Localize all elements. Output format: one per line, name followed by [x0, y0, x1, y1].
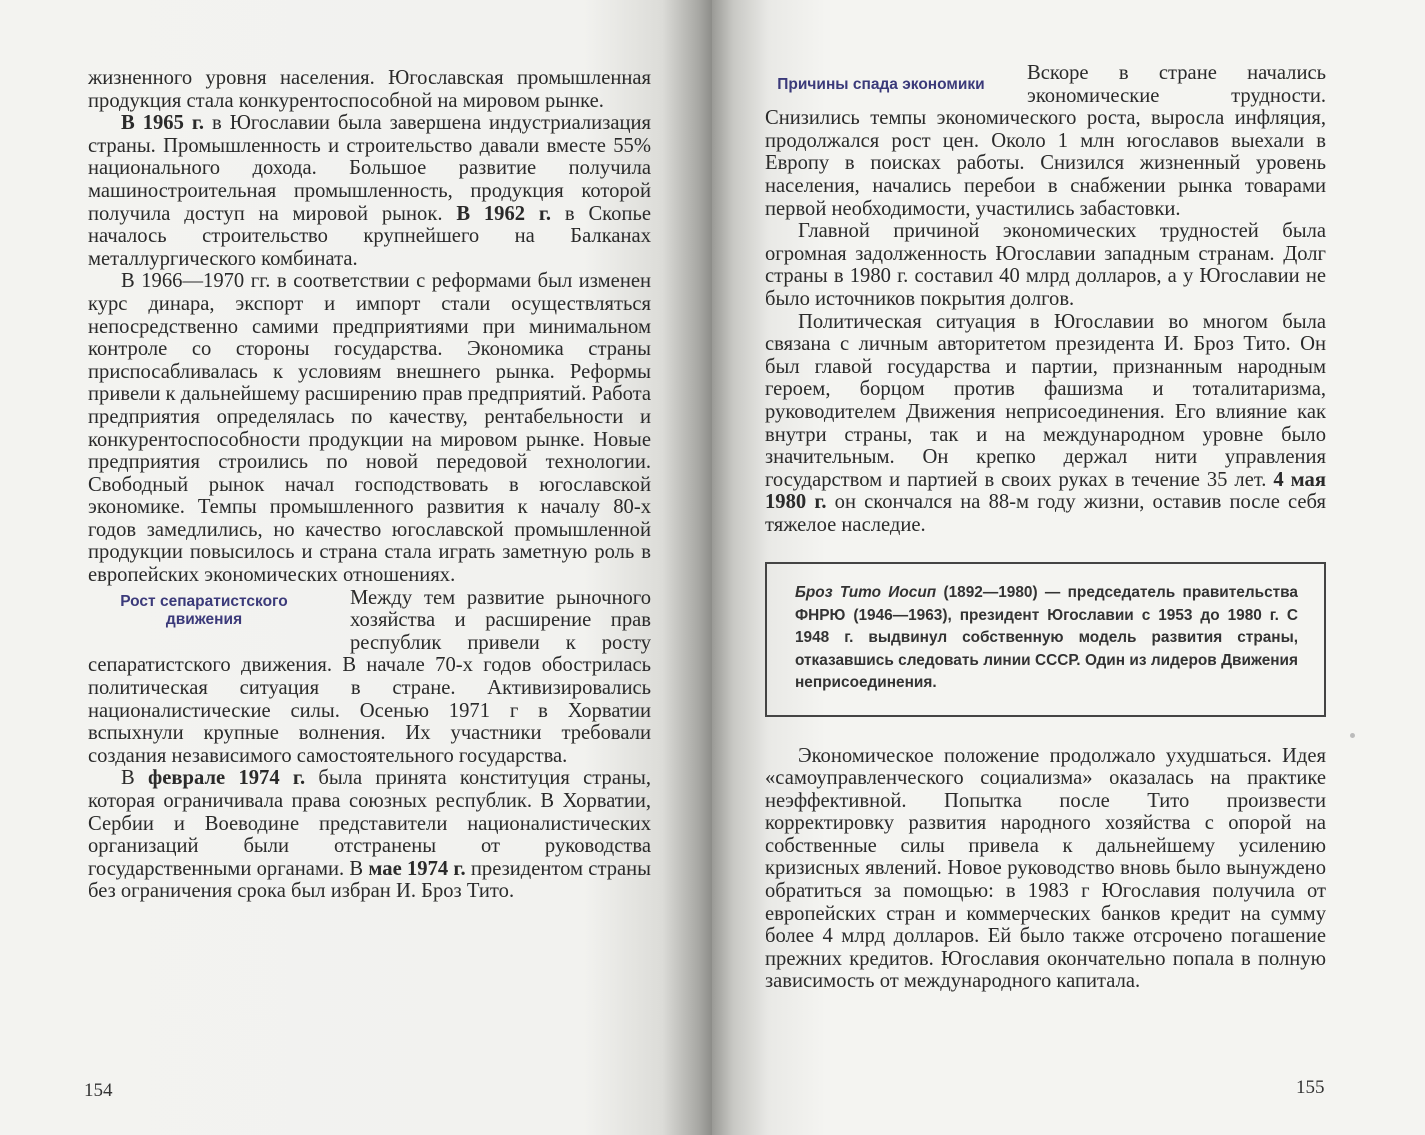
paragraph: Политическая ситуация в Югославии во многом была связана с личным авторитетом президента И. Броз Тито. Он был главой государства и партии, признанным народным героем, борцом против фашизма и тоталитаризма, руководителем Движения неприсоединения. Его влияние как внутри страны, так и на международном уровне было значительным. Он крепко держал нити управления государством и партией в своих руках в течение 35 лет. 4 мая 1980 г. он скончался на 88-м году жизни, оставив после себя тяжелое наследие. [765, 310, 1326, 536]
biography-box [765, 562, 1326, 716]
bold-date: В 1965 г. [121, 112, 205, 135]
paragraph: В 1966—1970 гг. в соответствии с реформами был изменен курс динара, экспорт и импорт стали осуществляться непосредственно самими предприятиями при минимальном контроле со стороны государства. Экономика страны приспосабливалась к условиям внешнего рынка. Реформы привели к дальнейшему расширению прав предприятий. Работа предприятия определялась по качеству, рентабельности и конкурентоспособности продукции на мировом рынке. Новые предприятия строились по новой передовой технологии. Свободный рынок начал господствовать в югославской экономике. Темпы промышленного развития к началу 80-х годов замедлились, но качество югославской промышленной продукции повысилось и страна стала играть заметную роль в европейских экономических отношениях. [88, 270, 651, 587]
page-number-left: 154 [84, 1080, 113, 1101]
paragraph: Главной причиной экономических трудностей была огромная задолженность Югославии западным странам. Долг страны в 1980 г. составил 40 млрд долларов, а у Югославии не было источников покрытия долгов. [765, 220, 1326, 310]
bio-text: (1892—1980) — председатель правительства ФНРЮ (1946—1963), президент Югославии с 1953 до 1980 г. С 1948 г. выдвинул собственную модель развития страны, отказавшись следовать линии СССР. Один из лидеров Движения неприсоединения. [795, 584, 1298, 692]
page-number-right: 155 [1296, 1077, 1325, 1098]
paper-speck [1350, 733, 1355, 738]
paragraph: Экономическое положение продолжало ухудшаться. Идея «самоуправленческого социализма» оказалась на практике неэффективной. Попытка после Тито произвести корректировку развития народного хозяйства с опорой на собственные силы привела к дальнейшему усилению кризисных явлений. Новое руководство вновь было вынуждено обратиться за помощью: в 1983 г Югославия получила от европейских стран и коммерческих банков кредит на сумму более 4 млрд долларов. Ей было также отсрочено погашение прежних кредитов. Югославия окончательно попала в полную зависимость от международного капитала. [765, 744, 1326, 993]
bold-date: феврале 1974 г. [148, 767, 306, 790]
bio-name: Броз Тито Иосип [795, 584, 937, 602]
paragraph: Между тем развитие рыночного хозяйства и расширение прав республик привели к росту сепаратистского движения. В начале 70-х годов обострилась политическая ситуация в стране. Активизировались националистические силы. Осенью 1971 г в Хорватии вспыхнули крупные волнения. Их участники требовали создания независимого самостоятельного государства. [88, 586, 651, 767]
paragraph: В 1965 г. в Югославии была завершена индустриализация страны. Промышленность и строительство давали вместе 55% национального дохода. Большое развитие получила машиностроительная промышленность, продукция которой получила доступ на мировой рынок. В 1962 г. в Скопье началось строительство крупнейшего на Балканах металлургического комбината. [88, 112, 651, 270]
paragraph: жизненного уровня населения. Югославская промышленная продукция стала конкурентоспособной на мировом рынке. [88, 67, 651, 112]
paragraph: В феврале 1974 г. была принята конституция страны, которая ограничивала права союзных республик. В Хорватии, Сербии и Воеводине представители националистических организаций были отстранены от руководства государственными органами. В мае 1974 г. президентом страны без ограничения срока был избран И. Броз Тито. [88, 767, 651, 903]
section-heading-decline: Причины спада экономики [777, 76, 985, 93]
left-page-text [88, 67, 651, 903]
section-heading-separatism: Рост сепаратистского движения [120, 592, 288, 628]
bold-date: 4 мая 1980 г. [765, 468, 1326, 514]
right-page-text [765, 62, 1326, 993]
bold-date: мае 1974 г. [368, 857, 466, 880]
bold-date: В 1962 г. [456, 202, 552, 225]
paragraph: Вскоре в стране начались экономические трудности. Снизились темпы экономического роста, выросла инфляция, продолжался рост цен. Около 1 млн югославов выехали в Европу в поисках работы. Снизился жизненный уровень населения, начались перебои в снабжении рынка товарами первой необходимости, участились забастовки. [765, 62, 1326, 220]
